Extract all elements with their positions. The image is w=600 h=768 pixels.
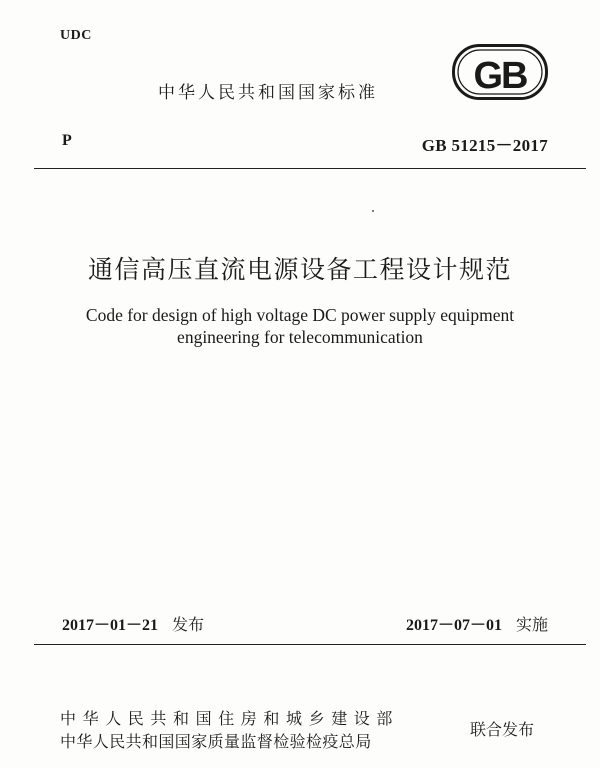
speck: [372, 210, 374, 212]
standard-number: GB 51215－2017: [421, 136, 548, 155]
gb-logo-text: GB: [473, 55, 527, 97]
standard-type: 中华人民共和国国家标准: [158, 83, 378, 103]
bottom-divider: [34, 644, 586, 645]
gb-logo-icon: [452, 44, 548, 100]
title-english: [0, 304, 600, 348]
issuer-2: 中华人民共和国国家质量监督检验检疫总局: [60, 732, 372, 751]
title-english-line1: Code for design of high voltage DC power supply equipment: [85, 305, 515, 325]
top-divider: [34, 168, 586, 169]
implement-label: 实施: [515, 615, 548, 634]
category-code: P: [62, 132, 72, 149]
implement-date-row: [406, 612, 548, 635]
udc-label: UDC: [60, 28, 92, 43]
implement-date: 2017－07－01: [405, 617, 502, 634]
issue-label: 发布: [172, 615, 205, 634]
issuer-1: 中华人民共和国住房和城乡建设部: [60, 709, 400, 728]
title-chinese: 通信高压直流电源设备工程设计规范: [87, 255, 512, 284]
title-english-line2: engineering for telecommunication: [177, 327, 423, 347]
issue-date: 2017－01－21: [62, 617, 159, 634]
issue-date-row: [62, 612, 204, 635]
joint-issue-label: 联合发布: [470, 720, 535, 739]
issuing-authorities: [60, 707, 399, 753]
